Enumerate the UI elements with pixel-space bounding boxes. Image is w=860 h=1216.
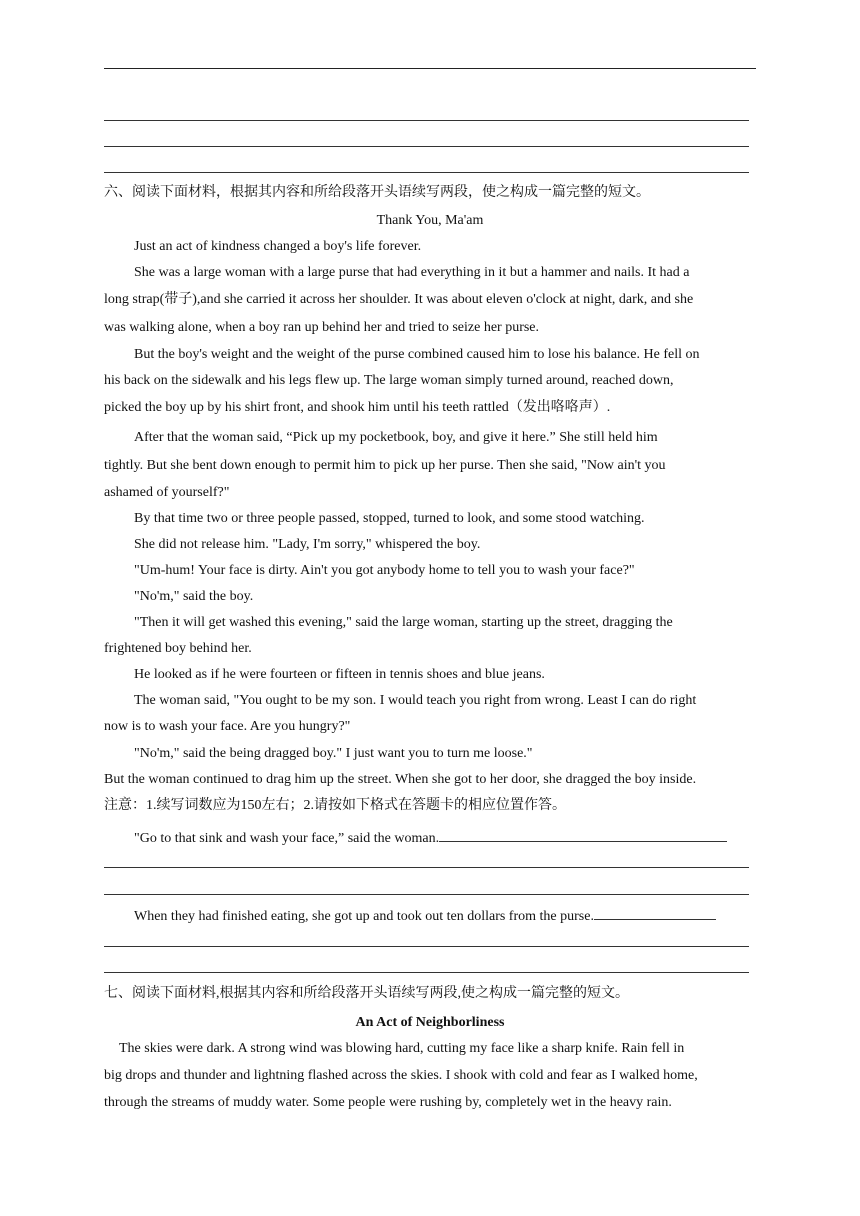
paragraph-line: was walking alone, when a boy ran up behind her and tried to seize her purse.	[104, 320, 540, 335]
answer-line	[104, 120, 749, 121]
continuation-prompt-1	[134, 827, 727, 848]
section-7-heading: 七、阅读下面材料,根据其内容和所给段落开头语续写两段,使之构成一篇完整的短文。	[104, 986, 629, 1001]
paragraph-line: By that time two or three people passed, stopped, turned to look, and some stood watching.	[134, 511, 645, 526]
answer-blank[interactable]	[594, 905, 716, 920]
paragraph-line: "Um-hum! Your face is dirty. Ain't you got anybody home to tell you to wash your face?"	[134, 563, 635, 578]
answer-line	[104, 172, 749, 173]
prompt-text: When they had finished eating, she got up and took out ten dollars from the purse.	[134, 909, 594, 924]
answer-line[interactable]	[104, 946, 749, 947]
paragraph-line: Just an act of kindness changed a boy's life forever.	[134, 239, 422, 254]
writing-note: 注意：1.续写词数应为150左右；2.请按如下格式在答题卡的相应位置作答。	[104, 798, 566, 813]
continuation-prompt-2	[134, 905, 716, 926]
section-6-title: Thank You, Ma'am	[376, 213, 484, 228]
paragraph-line: "No'm," said the boy.	[134, 589, 254, 604]
answer-line[interactable]	[104, 867, 749, 868]
section-6-heading: 六、阅读下面材料，根据其内容和所给段落开头语续写两段，使之构成一篇完整的短文。	[104, 185, 650, 200]
paragraph-line: She did not release him. "Lady, I'm sorry," whispered the boy.	[134, 537, 481, 552]
paragraph-line: But the woman continued to drag him up the street. When she got to her door, she dragged the boy inside.	[104, 772, 697, 787]
answer-blank[interactable]	[439, 827, 727, 842]
prompt-text: "Go to that sink and wash your face,” said the woman.	[134, 831, 440, 846]
paragraph-line: big drops and thunder and lightning flashed across the skies. I shook with cold and fear as I walked home,	[104, 1068, 698, 1083]
paragraph-line: But the boy's weight and the weight of the purse combined caused him to lose his balance. He fell on	[134, 347, 700, 362]
answer-line	[104, 146, 749, 147]
paragraph-line: tightly. But she bent down enough to permit him to pick up her purse. Then she said, "Now ain't you	[104, 458, 666, 473]
paragraph-line: He looked as if he were fourteen or fifteen in tennis shoes and blue jeans.	[134, 667, 545, 682]
paragraph-line: now is to wash your face. Are you hungry?"	[104, 719, 351, 734]
paragraph-line: through the streams of muddy water. Some people were rushing by, completely wet in the heavy rain.	[104, 1095, 672, 1110]
paragraph-line: After that the woman said, “Pick up my pocketbook, boy, and give it here.” She still held him	[134, 430, 658, 445]
paragraph-line: The woman said, "You ought to be my son. I would teach you right from wrong. Least I can do right	[134, 693, 697, 708]
paragraph-line: She was a large woman with a large purse that had everything in it but a hammer and nails. It had a	[134, 265, 690, 280]
paragraph-line: ashamed of yourself?"	[104, 485, 230, 500]
paragraph-line: long strap(带子),and she carried it across her shoulder. It was about eleven o'clock at night, dark, and she	[104, 292, 694, 307]
paragraph-line: picked the boy up by his shirt front, and shook him until his teeth rattled（发出咯咯声）.	[104, 400, 611, 415]
section-7-title: An Act of Neighborliness	[355, 1015, 505, 1030]
answer-line[interactable]	[104, 894, 749, 895]
paragraph-line: "No'm," said the being dragged boy." I just want you to turn me loose."	[134, 746, 533, 761]
top-divider	[104, 68, 756, 69]
paragraph-line: "Then it will get washed this evening," said the large woman, starting up the street, dragging the	[134, 615, 673, 630]
paragraph-line: his back on the sidewalk and his legs flew up. The large woman simply turned around, reached down,	[104, 373, 674, 388]
paragraph-line: frightened boy behind her.	[104, 641, 252, 656]
answer-line[interactable]	[104, 972, 749, 973]
paragraph-line: The skies were dark. A strong wind was blowing hard, cutting my face like a sharp knife. Rain fell in	[119, 1041, 685, 1056]
